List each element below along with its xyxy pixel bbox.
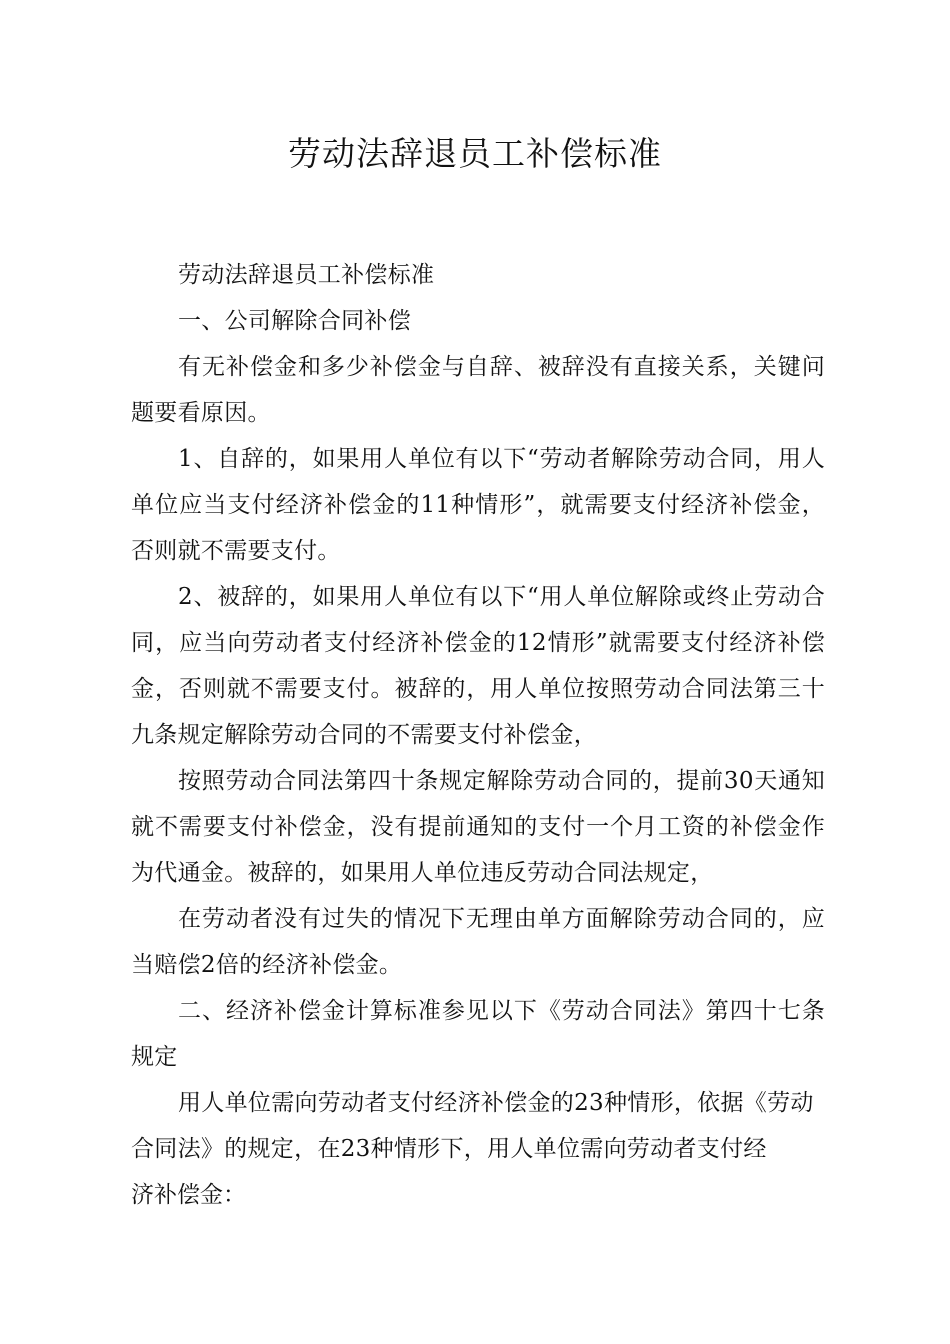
paragraph-intro: 有无补偿金和多少补偿金与自辞、被辞没有直接关系，关键问题要看原因。	[131, 354, 825, 426]
paragraph-double-compensation: 在劳动者没有过失的情况下无理由单方面解除劳动合同的，应当赔偿2倍的经济补偿金。	[131, 906, 825, 978]
paragraph-heading: 劳动法辞退员工补偿标准	[178, 262, 435, 288]
paragraph-item-one: 1、自辞的，如果用人单位有以下“劳动者解除劳动合同，用人单位应当支付经济补偿金的11种情形”，就需要支付经济补偿金，否则就不需要支付。	[131, 446, 825, 564]
paragraph-article-forty: 按照劳动合同法第四十条规定解除劳动合同的，提前30天通知就不需要支付补偿金，没有提前通知的支付一个月工资的补偿金作为代通金。被辞的，如果用人单位违反劳动合同法规定，	[131, 768, 825, 886]
paragraph-section-two: 二、经济补偿金计算标准参见以下《劳动合同法》第四十七条规定	[131, 998, 825, 1070]
document-body	[131, 252, 825, 1218]
paragraph-tail: 济补偿金：	[131, 1182, 246, 1208]
document-title: 劳动法辞退员工补偿标准	[288, 134, 662, 173]
paragraph-item-two: 2、被辞的，如果用人单位有以下“用人单位解除或终止劳动合同，应当向劳动者支付经济补偿金的12情形”就需要支付经济补偿金，否则就不需要支付。被辞的，用人单位按照劳动合同法第三十九条规定解除劳动合同的不需要支付补偿金，	[131, 584, 825, 748]
paragraph-section-one: 一、公司解除合同补偿	[178, 308, 411, 334]
paragraph-23-situations: 用人单位需向劳动者支付经济补偿金的23种情形，依据《劳动合同法》的规定，在23种情形下，用人单位需向劳动者支付经	[131, 1090, 814, 1162]
